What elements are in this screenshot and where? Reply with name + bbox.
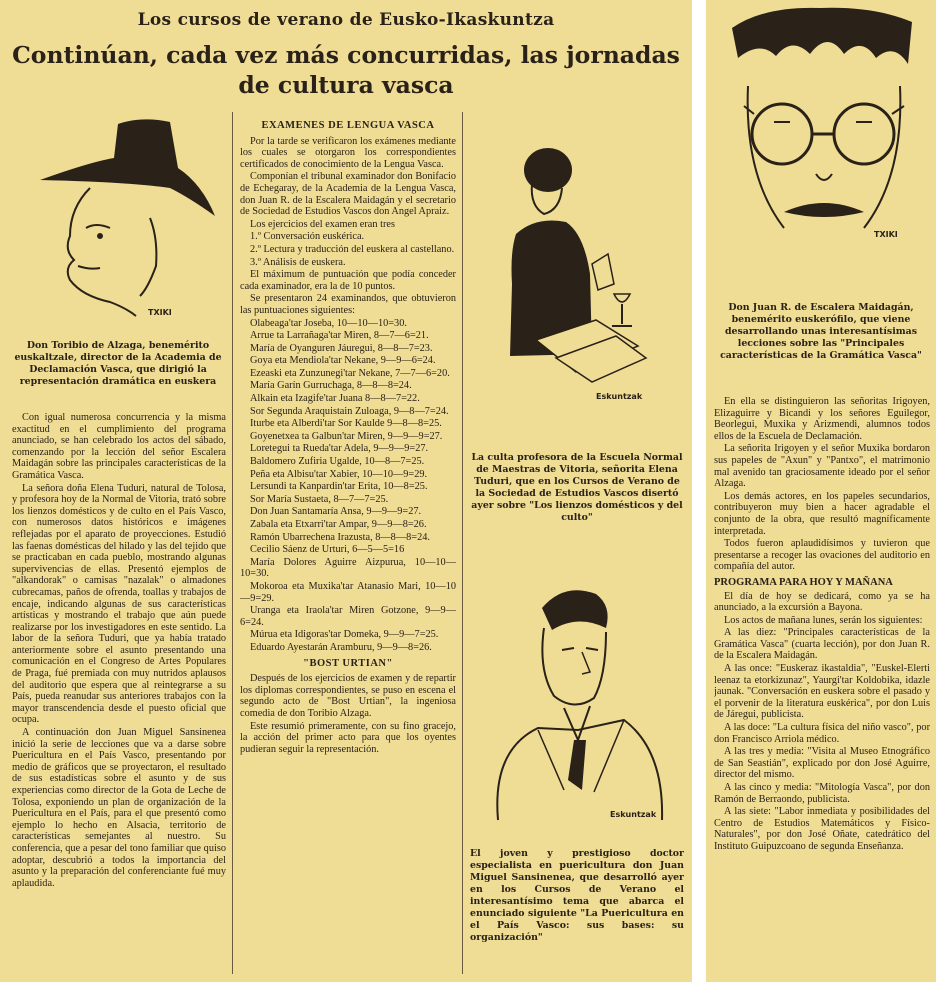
exam-result: Mokoroa eta Muxika'tar Atanasio Mari, 10—10—9=29. — [240, 580, 456, 604]
alzaga-signature: TXIKI — [148, 308, 172, 317]
paragraph: Se presentaron 24 examinandos, que obtuvieron las puntuaciones siguientes: — [240, 293, 456, 316]
program-item: Los actos de mañana lunes, serán los siguientes: — [724, 614, 923, 626]
exam-result: Iturbe eta Alberdi'tar Sor Kaulde 9—8—8=25. — [250, 418, 442, 430]
program-heading: PROGRAMA PARA HOY Y MAÑANA — [714, 576, 893, 588]
paragraph: Después de los ejercicios de examen y de repartir los diplomas correspondientes, se puso en escena el segundo acto de "Bost Urtian", la ingeniosa comedia de don Toribio Alzaga. — [240, 673, 456, 719]
escalera-caricature — [724, 6, 920, 238]
exam-result: Lersundi ta Kanpardin'tar Erita, 10—8=25. — [250, 481, 428, 493]
exam-result: Uranga eta Iraola'tar Miren Gotzone, 9—9—6=24. — [240, 605, 456, 628]
paragraph: 3.º Análisis de euskera. — [250, 256, 346, 268]
paragraph: El máximum de puntuación que podía conceder cada examinador, era la de 10 puntos. — [240, 269, 456, 292]
escalera-signature: TXIKI — [874, 230, 898, 239]
column-rule — [462, 112, 463, 974]
kicker: Los cursos de verano de Eusko-Ikaskuntza — [137, 10, 555, 30]
exam-result: Loretegui ta Rueda'tar Adela, 9—9—9=27. — [250, 443, 429, 455]
exam-result: María de Oyanguren Jáuregui, 8—8—7=23. — [250, 342, 433, 354]
program-item: A las diez: "Principales características de la Gramática Vasca" (cuarta lección), por don Juan R. de la Escalera Maidagán. — [714, 627, 930, 662]
bost-urtian-heading: "BOST URTIAN" — [303, 657, 393, 669]
paragraph: Por la tarde se verificaron los exámenes mediante los cuales se otorgaron los correspondientes certificados de conocimiento de la Lengua Vasca. — [240, 135, 456, 170]
alzaga-caricature — [30, 118, 220, 330]
program-item: El día de hoy se dedicará, como ya se ha anunciado, a la excursión a Bayona. — [714, 590, 930, 614]
exam-result: Peña eta Albisu'tar Xabier, 10—10—9=29. — [250, 468, 428, 480]
exam-result: Ramón Ubarrechena Irazusta, 8—8—8=24. — [250, 531, 430, 543]
program-item: A las doce: "La cultura física del niño vasco", por don Francisco Arriola médico. — [714, 722, 930, 745]
exam-result: Don Juan Santamaría Ansa, 9—9—9=27. — [250, 506, 422, 518]
sansinenea-caricature — [478, 580, 678, 826]
paragraph: 1.º Conversación euskérica. — [250, 231, 365, 243]
program-item: A las cinco y media: "Mitología Vasca", por don Ramón de Berraondo, publicista. — [714, 782, 930, 805]
paragraph: En ella se distinguieron las señoritas Irigoyen, Elizaguirre y Bicandi y los señores Eguilegor, Beorlegui, Muxika y Arizmendi, alumnos todos ellos de la Escuela de Declamación. — [714, 396, 930, 442]
program-item: A las once: "Euskeraz ikastaldia", "Euskel-Elerti leenaz ta etorkizunaz", Yaurgi'tar Koldobika, idazle jaunak. "Conversación en euskera sobre el pasado y el porvenir de la literatura euskérica", por don Luis de Járegui, publicista. — [714, 663, 930, 721]
sansinenea-signature: Eskuntzak — [610, 810, 657, 819]
column-2 — [240, 116, 456, 966]
exam-result: Alkain eta Izagife'tar Juana 8—8—7=22. — [250, 393, 420, 405]
exam-result: Goyenetxea ta Galbun'tar Miren, 9—9—9=27. — [250, 430, 443, 442]
alzaga-caption: Don Toribio de Alzaga, benemérito euskaltzale, director de la Academia de Declamación Vasca, que dirigió la representación dramática en euskera — [14, 340, 222, 387]
exam-heading: EXAMENES DE LENGUA VASCA — [261, 120, 435, 131]
tuduri-caption: La culta profesora de la Escuela Normal de Maestras de Vitoria, señorita Elena Tuduri, que en los Cursos de Verano de la Sociedad de Estudios Vascos disertó ayer sobre "Los lienzos domésticos y del culto" — [471, 452, 683, 523]
exam-result: Ezeaski eta Zunzunegi'tar Nekane, 7—7—6=20. — [250, 367, 450, 379]
paragraph: 2.º Lectura y traducción del euskera al castellano. — [250, 243, 455, 255]
side-clipping — [706, 0, 936, 982]
program-item: A las tres y media: "Visita al Museo Etnográfico de San Seastián", explicado por don José Aguirre, director del mismo. — [714, 746, 930, 781]
tuduri-caricature — [496, 144, 666, 406]
exam-result: María Garín Gurruchaga, 8—8—8=24. — [250, 380, 412, 392]
paragraph: A continuación don Juan Miguel Sansinenea inició la serie de lecciones que va a darse sobre Puericultura en el País Vasco, presentando por medio de gráficos que se proyectaron, el resultado de sus estadísticas sobre el asunto y de sus experiencias como director de la Gota de Leche de Tolosa, exponiendo un plan de organización de la Puericultura en el País, para el que presentó como ejemplo lo hecho en Alsacia, territorio de características semejantes al nuestro. Su conferencia, que a pesar del tono familiar que quiso adoptar, descubrió a todos la importancia del asunto y la preparación del conferenciante fué muy aplaudida. — [12, 727, 226, 889]
exam-result: Sor Segunda Araquistain Zuloaga, 9—8—7=24. — [250, 405, 449, 417]
exam-result: Múrua eta Idigoras'tar Domeka, 9—9—7=25. — [250, 629, 439, 641]
paragraph: Los ejercicios del examen eran tres — [250, 218, 395, 230]
sansinenea-caption: El joven y prestigioso doctor especialista en puericultura don Juan Miguel Sansinenea, que desarrolló ayer en los Cursos de Verano el interesantísimo tema que abarca el enunciado siguiente "La Puericultura en el País Vasco: sus bases: su organización" — [470, 848, 684, 943]
exam-result: Eduardo Ayestarán Aramburu, 9—9—8=26. — [250, 641, 432, 653]
exam-result: Arrue ta Larrañaga'tar Miren, 8—7—6=21. — [250, 330, 429, 342]
paragraph: Los demás actores, en los papeles secundarios, contribuyeron muy bien a hacer agradable el conjunto de la obra, que resultó magníficamente interpretada. — [714, 490, 930, 537]
exam-result: Sor María Sustaeta, 8—7—7=25. — [250, 493, 389, 505]
paragraph: Este resumió primeramente, con su fino gracejo, la acción del primer acto para que los oyentes pudieran seguir la representación. — [240, 720, 456, 755]
exam-result: Zabala eta Etxarri'tar Ampar, 9—9—8=26. — [250, 519, 427, 530]
headline: Continúan, cada vez más concurridas, las jornadas de cultura vasca — [12, 41, 680, 99]
exam-result: Baldomero Zufiria Ugalde, 10—8—7=25. — [250, 456, 425, 468]
exam-result: Cecilio Sáenz de Urturi, 6—5—5=16 — [250, 544, 405, 556]
paragraph: Todos fueron aplaudidísimos y tuvieron que presentarse a recoger las ovaciones del auditorio en compañía del autor. — [714, 538, 930, 573]
paragraph: La señora doña Elena Tuduri, natural de Tolosa, y profesora hoy de la Normal de Vitoria, trató sobre los lienzos domésticos y de culto en el País Vasco, con numerosos datos históricos e imágenes reflejadas por el aparato de proyecciones. Estudió las faenas domésticas del hilado y las del tejido que se practicaban en cada pueblo, mostrando algunas supervivencias de ellas. Presentó ejemplos de "alkandorak" o camisas "nazalak" o almadones cubrecamas, paños de ofrenda, toallas y trabajos de encaje, indicando algunas de sus características artísticas y mostrando el trabajo que aún puede realizarse por los investigadores en este sentido. La labor de la señora Tuduri, que ya había tratado anteriormente sobre el asunto presentando una comunicación en el Congreso de Artes Populares de Praga, fué premiada con muy nutridos aplausos del auditorio que espera que al reintegrarse a su País, pueda reanudar sus anteriores trabajos con la mayor transcendencia desde el puesto oficial que ocupa. — [12, 482, 226, 726]
program-item: A las siete: "Labor inmediata y posibilidades del Centro de Estudios Matemáticos y Físico-Naturales", por don José Oñate, catedrático del Instituto Guipuzcoano de segunda Enseñanza. — [714, 806, 930, 852]
column-rule — [232, 112, 233, 974]
exam-result: Olabeaga'tar Joseba, 10—10—10=30. — [250, 317, 407, 329]
exam-result: María Dolores Aguirre Aizpurua, 10—10—10=30. — [240, 556, 456, 580]
column-side — [714, 396, 930, 978]
paragraph: Componían el tribunal examinador don Bonifacio de Echegaray, de la Academia de la Lengua Vasca, don Juan R. de la Escalera Maidagán y el secretario de Sociedad de Estudios Vascos don Angel Apraiz. — [240, 171, 456, 218]
escalera-caption: Don Juan R. de Escalera Maidagán, benemérito euskerófilo, que viene desarrollando unas interesantísimas lecciones sobre las "Principales características de la Gramática Vasca" — [720, 302, 922, 361]
paragraph: La señorita Irigoyen y el señor Muxika bordaron sus papeles de "Axun" y "Pantxo", el matrimonio mal avenido tan graciosamente ideado por el señor Alzaga. — [714, 443, 930, 490]
tuduri-signature: Eskuntzak — [596, 392, 643, 401]
paragraph: Con igual numerosa concurrencia y la misma exactitud en el cumplimiento del programa anunciado, se han celebrado los actos del sábado, comenzando por la lección del señor Escalera Maidagán sobre las principales características de la Gramática Vasca. — [12, 412, 226, 481]
exam-result: Goya eta Mendiola'tar Nekane, 9—9—6=24. — [250, 355, 436, 367]
column-1 — [12, 412, 226, 974]
